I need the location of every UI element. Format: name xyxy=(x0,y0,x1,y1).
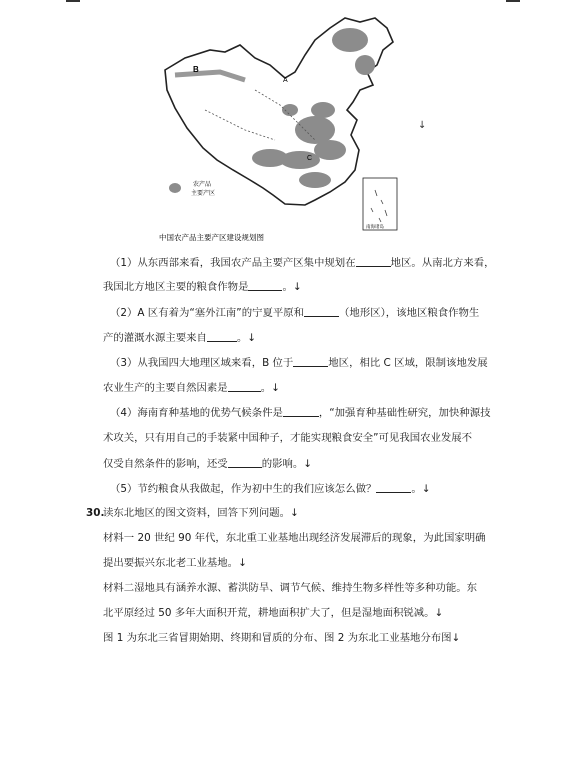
text: 术攻关，只有用自己的手装紧中国种子，才能实现粮食安全”可见我国农业发展不 xyxy=(103,432,473,444)
page-top-mark xyxy=(66,0,80,2)
region-label-c: C xyxy=(307,155,313,162)
answer-blank[interactable] xyxy=(293,356,328,367)
answer-blank[interactable] xyxy=(248,280,282,291)
text: 读东北地区的图文资料，回答下列问题。↓ xyxy=(103,507,299,519)
text: ，“加强育种基础性研究，加快种源技 xyxy=(318,407,491,419)
question-4-line-2 xyxy=(0,432,587,445)
answer-blank[interactable] xyxy=(228,381,261,392)
text: 材料一 20 世纪 90 年代，东北重工业基地出现经济发展滞后的现象，为此国家明确 xyxy=(103,532,486,544)
answer-blank[interactable] xyxy=(283,406,319,417)
question-5-line-1 xyxy=(0,482,587,496)
text: 我国北方地区主要的粮食作物是 xyxy=(103,281,249,293)
region-label-a: A xyxy=(283,77,288,84)
question-3-line-1 xyxy=(0,356,587,370)
material-1-line-1 xyxy=(0,532,587,545)
answer-blank[interactable] xyxy=(356,256,391,267)
question-2-line-2 xyxy=(0,331,587,345)
material-2-line-2 xyxy=(0,607,587,620)
text: 提出要振兴东北老工业基地。↓ xyxy=(103,557,247,569)
text: 北平原经过 50 多年大面积开荒，耕地面积扩大了，但是湿地面积锐减。↓ xyxy=(103,607,444,619)
question-1-line-2 xyxy=(0,280,587,294)
material-2-line-1 xyxy=(0,582,587,595)
producing-region xyxy=(355,55,375,75)
producing-region xyxy=(295,116,335,144)
region-label-b: B xyxy=(193,65,199,74)
answer-blank[interactable] xyxy=(376,482,411,493)
text: （2）A 区有着为“塞外江南”的宁夏平原和 xyxy=(110,307,305,319)
text: 产的灌溉水源主要来自 xyxy=(103,332,207,344)
text: 仅受自然条件的影响，还受 xyxy=(103,458,228,470)
text: 地区。从南北方来看， xyxy=(390,257,495,269)
material-1-line-2 xyxy=(0,557,587,570)
producing-region xyxy=(252,149,288,167)
producing-region xyxy=(282,104,298,116)
legend-swatch xyxy=(169,183,181,193)
text: （地形区），该地区粮食作物生 xyxy=(339,307,480,319)
inset-label: 南海诸岛 xyxy=(366,225,384,230)
text: 。↓ xyxy=(282,281,302,293)
figure-description xyxy=(0,632,587,645)
answer-blank[interactable] xyxy=(304,306,339,317)
text: 。↓ xyxy=(236,332,257,344)
text: （4）海南育种基地的优势气候条件是 xyxy=(110,407,283,419)
question-2-line-1 xyxy=(0,306,587,320)
text: （5）节约粮食从我做起，作为初中生的我们应该怎么做？ xyxy=(110,483,377,495)
text: 。↓ xyxy=(260,382,280,394)
text: 。↓ xyxy=(411,483,431,495)
china-agriculture-map xyxy=(155,10,415,245)
text: 材料二湿地具有涵养水源、蓄洪防旱、调节气候、维持生物多样性等多种功能。东 xyxy=(103,582,478,594)
answer-blank[interactable] xyxy=(228,457,262,468)
page-top-mark xyxy=(506,0,520,2)
text: 农业生产的主要自然因素是 xyxy=(103,382,228,394)
paragraph-mark: ↓ xyxy=(418,120,427,131)
text: 图 1 为东北三省冒期始期、终期和冒质的分布、图 2 为东北工业基地分布图↓ xyxy=(103,632,461,644)
question-4-line-1 xyxy=(0,406,587,420)
producing-region xyxy=(299,172,331,188)
question-3-line-2 xyxy=(0,381,587,395)
text: 地区，相比 C 区域，限制该地发展 xyxy=(328,357,488,369)
legend-label: 农产品 xyxy=(193,181,212,188)
producing-region xyxy=(311,102,335,118)
question-4-line-3 xyxy=(0,457,587,471)
question-number: 30. xyxy=(86,507,105,519)
question-1-line-1 xyxy=(0,256,587,270)
text: （3）从我国四大地理区域来看，B 位于 xyxy=(110,357,294,369)
answer-blank[interactable] xyxy=(207,331,237,342)
legend-label: 主要产区 xyxy=(191,190,216,197)
map-caption: 中国农产品主要产区建设规划图 xyxy=(159,233,264,242)
south-sea-inset xyxy=(363,178,397,230)
text: （1）从东西部来看，我国农产品主要产区集中规划在 xyxy=(110,257,356,269)
producing-region xyxy=(332,28,368,52)
text: 的影响。↓ xyxy=(261,458,312,470)
